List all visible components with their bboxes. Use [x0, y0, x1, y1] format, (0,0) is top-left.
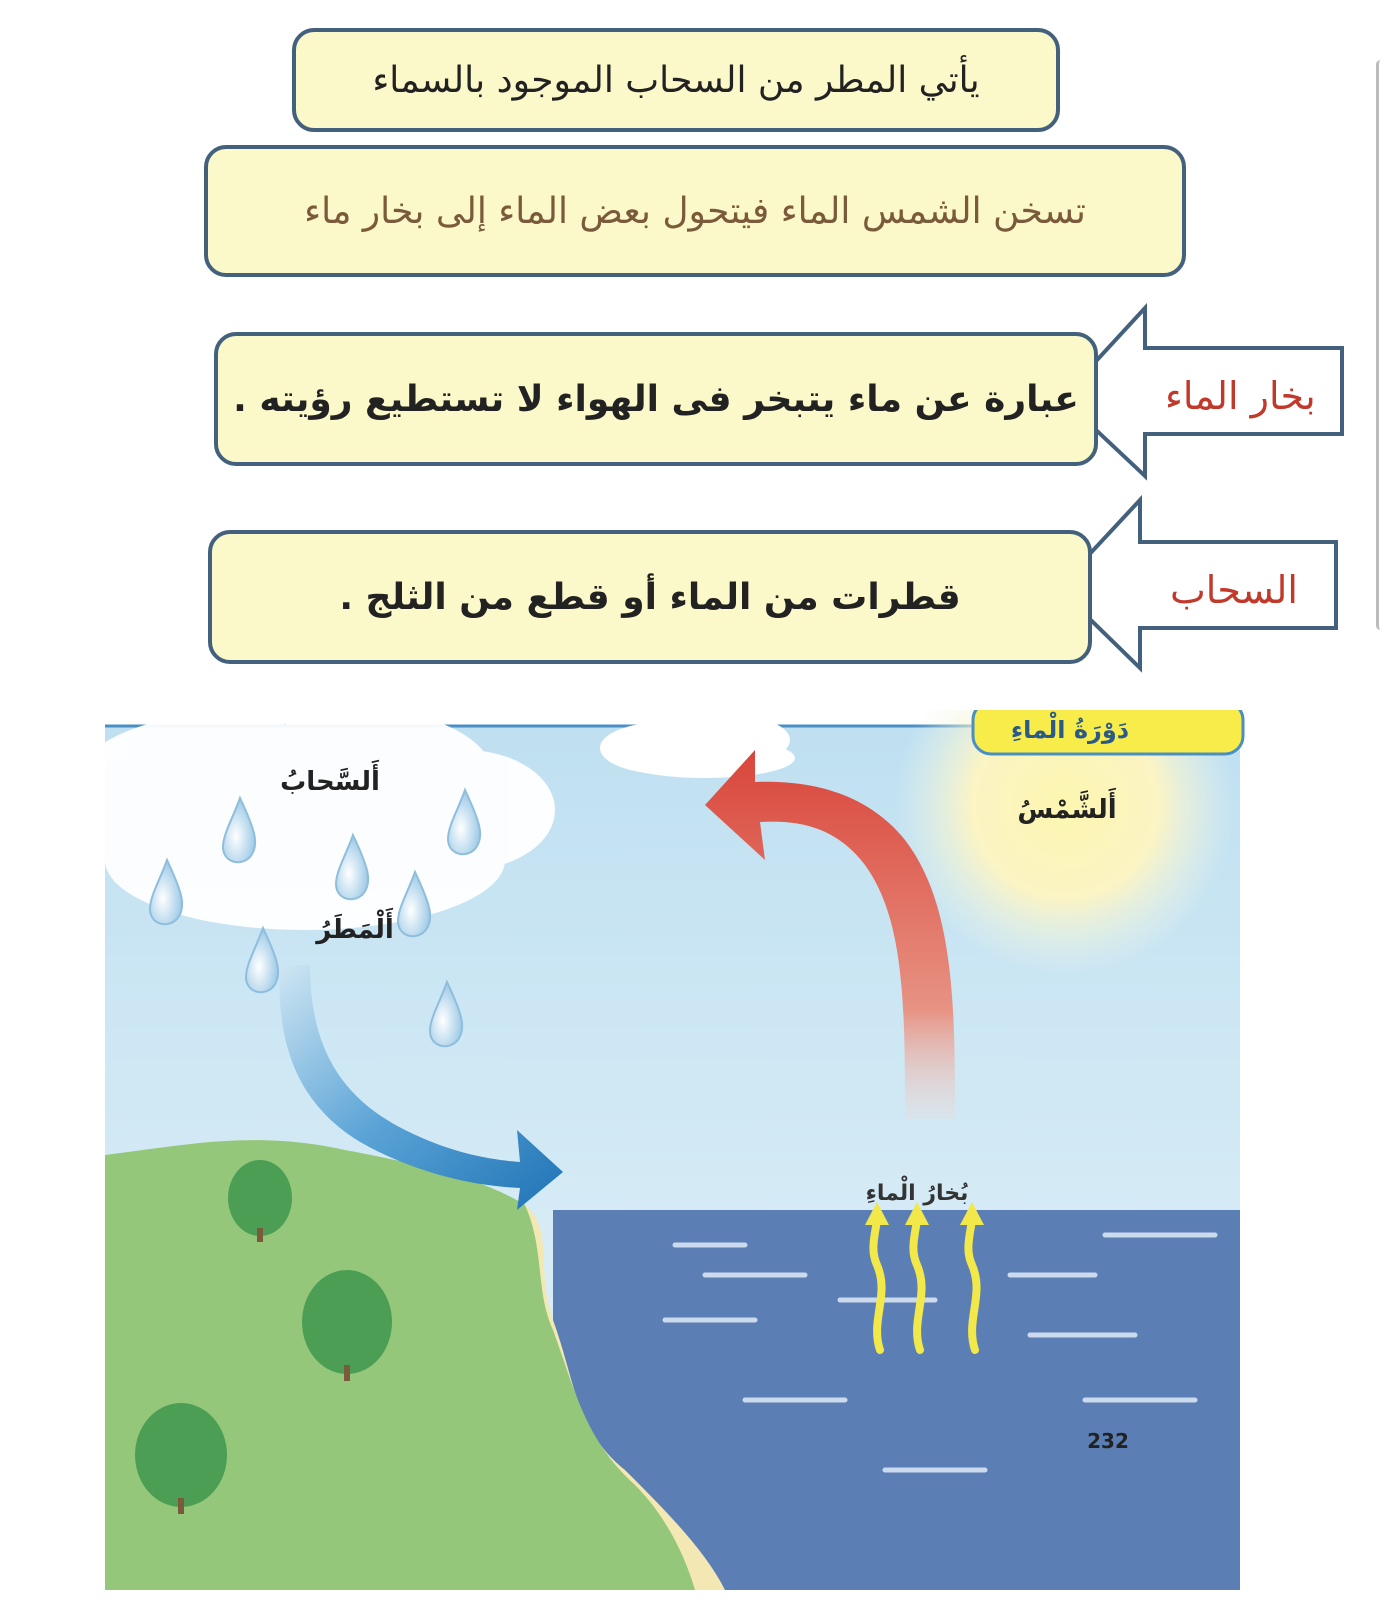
- water-cycle-diagram: [105, 710, 1255, 1590]
- cloud-term-label: السحاب: [1170, 568, 1298, 612]
- vapor-term-label: بخار الماء: [1165, 374, 1316, 418]
- diagram-title: دَوْرَةُ الْماءِ: [1010, 716, 1130, 744]
- evaporation-statement-text: تسخن الشمس الماء فيتحول بعض الماء إلى بخار ماء: [304, 190, 1086, 232]
- cloud-label: أَلسَّحابُ: [280, 767, 380, 797]
- vapor-definition-box: [214, 332, 1098, 466]
- rain-label: أَلْمَطَرُ: [316, 915, 394, 945]
- sun-label: أَلشَّمْسُ: [1017, 795, 1117, 825]
- cloud-definition-text: قطرات من الماء أو قطع من الثلج .: [339, 576, 961, 618]
- rain-statement-text: يأتي المطر من السحاب الموجود بالسماء: [372, 59, 980, 101]
- vapor-definition-text: عبارة عن ماء يتبخر فى الهواء لا تستطيع رؤيته .: [233, 378, 1079, 420]
- cloud-definition-box: [208, 530, 1092, 664]
- page-number: 232: [1087, 1429, 1129, 1453]
- page-edge-divider: [1376, 60, 1385, 630]
- vapor-label: بُخارُ الْماءِ: [865, 1181, 969, 1206]
